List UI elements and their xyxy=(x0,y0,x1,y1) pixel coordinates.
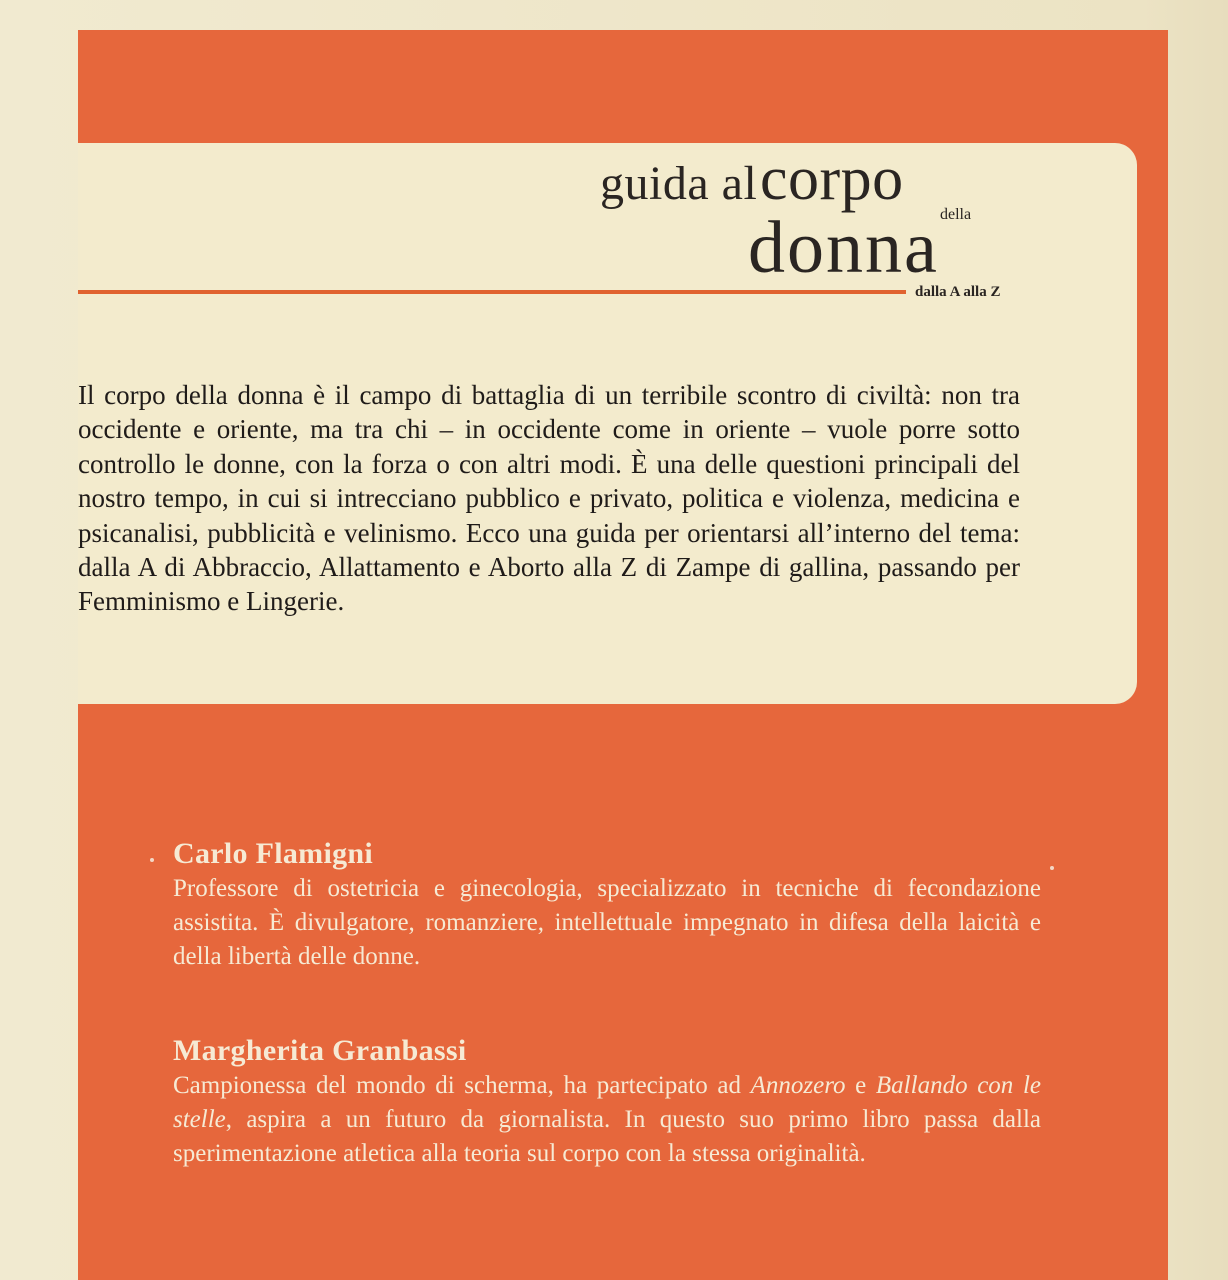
title-guida-al: guida al xyxy=(600,157,758,210)
author-bio: Professore di ostetricia e ginecologia, specializzato in tecniche di fecondazione assistita. È divulgatore, romanziere, intellettuale impegnato in difesa della laicità e della libertà delle donne. xyxy=(173,875,1041,970)
title-della: della xyxy=(940,206,972,223)
bio-title-annozero: Annozero xyxy=(750,1072,846,1099)
bio-text: e xyxy=(845,1072,876,1099)
title-corpo: corpo xyxy=(760,145,904,213)
print-speck xyxy=(1050,866,1054,870)
blurb-text: Il corpo della donna è il campo di battaglia di un terribile scontro di civiltà: non tra occidente e oriente, ma tra chi – in occidente come in oriente – vuole porre sotto controllo le donne, con la forza o con altri modi. È una delle questioni principali del nostro tempo, in cui si intrecciano pubblico e privato, politica e violenza, medicina e psicanalisi, pubblicità e velinismo. Ecco una guida per orientarsi all’interno del tema: dalla A di Abbraccio, Allattamento e Aborto alla Z di Zampe di gallina, passando per Femminismo e Lingerie. xyxy=(78,380,1020,617)
author-carlo-flamigni xyxy=(173,836,1041,974)
title-donna: donna xyxy=(748,207,939,289)
blurb xyxy=(78,378,1020,619)
title-subtitle: dalla A alla Z xyxy=(915,284,1001,300)
author-bio xyxy=(173,1069,1041,1171)
print-speck xyxy=(150,858,154,862)
bio-title-ballando: Ballando con le stelle xyxy=(173,1072,1041,1133)
bio-text: , aspira a un futuro da giornalista. In questo suo primo libro passa dalla sperimentazione atletica alla teoria sul corpo con la stessa originalità. xyxy=(173,1106,1041,1167)
title-rule xyxy=(78,290,906,294)
bio-text: Campionessa del mondo di scherma, ha partecipato ad xyxy=(173,1072,751,1099)
author-name: Carlo Flamigni xyxy=(173,837,374,870)
author-name: Margherita Granbassi xyxy=(173,1034,467,1067)
author-margherita-granbassi xyxy=(173,1033,1041,1171)
